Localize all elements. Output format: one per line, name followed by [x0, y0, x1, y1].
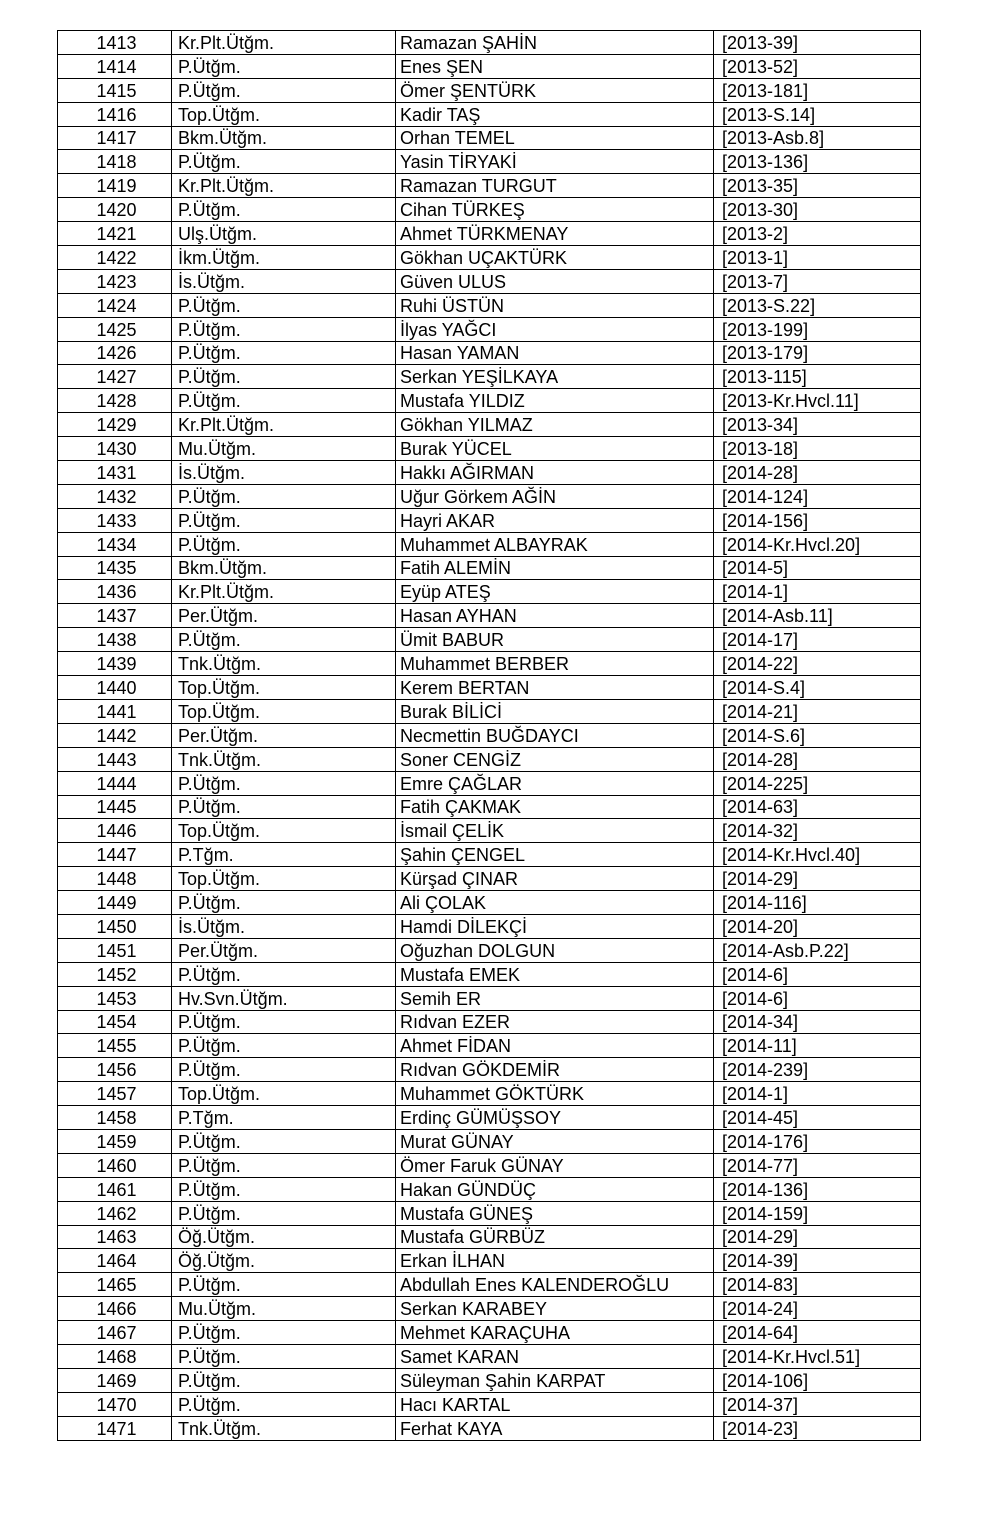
row-number: 1445 — [58, 795, 172, 819]
table-row — [58, 628, 921, 652]
name-cell: Abdullah Enes KALENDEROĞLU — [396, 1273, 714, 1297]
table-row — [58, 126, 921, 150]
name-cell: Enes ŞEN — [396, 54, 714, 78]
table-row — [58, 102, 921, 126]
table-row — [58, 1321, 921, 1345]
reference-cell: [2014-28] — [714, 747, 921, 771]
table-row — [58, 1344, 921, 1368]
reference-cell: [2014-21] — [714, 699, 921, 723]
name-cell: Necmettin BUĞDAYCI — [396, 723, 714, 747]
name-cell: Kürşad ÇINAR — [396, 867, 714, 891]
rank-cell: P.Ütğm. — [172, 962, 396, 986]
rank-cell: P.Ütğm. — [172, 341, 396, 365]
table-row — [58, 676, 921, 700]
rank-cell: P.Ütğm. — [172, 795, 396, 819]
rank-cell: Mu.Ütğm. — [172, 437, 396, 461]
reference-cell: [2014-64] — [714, 1321, 921, 1345]
row-number: 1450 — [58, 914, 172, 938]
rank-cell: P.Ütğm. — [172, 1344, 396, 1368]
row-number: 1418 — [58, 150, 172, 174]
row-number: 1444 — [58, 771, 172, 795]
reference-cell: [2014-S.4] — [714, 676, 921, 700]
table-row — [58, 174, 921, 198]
table-row — [58, 1368, 921, 1392]
table-row — [58, 914, 921, 938]
rank-cell: Kr.Plt.Ütğm. — [172, 31, 396, 55]
table-body — [58, 31, 921, 1441]
rank-cell: Kr.Plt.Ütğm. — [172, 413, 396, 437]
reference-cell: [2013-35] — [714, 174, 921, 198]
table-row — [58, 938, 921, 962]
name-cell: Muhammet BERBER — [396, 652, 714, 676]
rank-cell: P.Ütğm. — [172, 1177, 396, 1201]
name-cell: Şahin ÇENGEL — [396, 843, 714, 867]
table-row — [58, 986, 921, 1010]
reference-cell: [2013-34] — [714, 413, 921, 437]
row-number: 1451 — [58, 938, 172, 962]
reference-cell: [2013-179] — [714, 341, 921, 365]
reference-cell: [2014-1] — [714, 1082, 921, 1106]
table-row — [58, 843, 921, 867]
rank-cell: Top.Ütğm. — [172, 1082, 396, 1106]
name-cell: Rıdvan GÖKDEMİR — [396, 1058, 714, 1082]
reference-cell: [2013-39] — [714, 31, 921, 55]
table-row — [58, 1153, 921, 1177]
reference-cell: [2013-52] — [714, 54, 921, 78]
rank-cell: Top.Ütğm. — [172, 867, 396, 891]
reference-cell: [2014-29] — [714, 867, 921, 891]
table-row — [58, 269, 921, 293]
reference-cell: [2014-124] — [714, 484, 921, 508]
row-number: 1415 — [58, 78, 172, 102]
name-cell: Ahmet FİDAN — [396, 1034, 714, 1058]
reference-cell: [2013-7] — [714, 269, 921, 293]
rank-cell: P.Tğm. — [172, 843, 396, 867]
row-number: 1424 — [58, 293, 172, 317]
table-row — [58, 1297, 921, 1321]
table-row — [58, 198, 921, 222]
row-number: 1458 — [58, 1106, 172, 1130]
reference-cell: [2013-199] — [714, 317, 921, 341]
name-cell: Muhammet ALBAYRAK — [396, 532, 714, 556]
name-cell: Hasan AYHAN — [396, 604, 714, 628]
name-cell: Oğuzhan DOLGUN — [396, 938, 714, 962]
rank-cell: Tnk.Ütğm. — [172, 747, 396, 771]
table-row — [58, 341, 921, 365]
table-row — [58, 1106, 921, 1130]
row-number: 1456 — [58, 1058, 172, 1082]
reference-cell: [2014-32] — [714, 819, 921, 843]
table-row — [58, 389, 921, 413]
name-cell: Cihan TÜRKEŞ — [396, 198, 714, 222]
rank-cell: Per.Ütğm. — [172, 604, 396, 628]
rank-cell: Tnk.Ütğm. — [172, 1416, 396, 1440]
row-number: 1427 — [58, 365, 172, 389]
reference-cell: [2014-176] — [714, 1129, 921, 1153]
name-cell: Ferhat KAYA — [396, 1416, 714, 1440]
name-cell: Ümit BABUR — [396, 628, 714, 652]
reference-cell: [2014-34] — [714, 1010, 921, 1034]
table-row — [58, 1273, 921, 1297]
rank-cell: P.Ütğm. — [172, 150, 396, 174]
row-number: 1449 — [58, 891, 172, 915]
row-number: 1428 — [58, 389, 172, 413]
name-cell: Ruhi ÜSTÜN — [396, 293, 714, 317]
row-number: 1448 — [58, 867, 172, 891]
row-number: 1438 — [58, 628, 172, 652]
reference-cell: [2013-Kr.Hvcl.11] — [714, 389, 921, 413]
table-row — [58, 1177, 921, 1201]
row-number: 1419 — [58, 174, 172, 198]
table-row — [58, 771, 921, 795]
rank-cell: P.Ütğm. — [172, 1368, 396, 1392]
reference-cell: [2013-2] — [714, 222, 921, 246]
name-cell: Orhan TEMEL — [396, 126, 714, 150]
table-row — [58, 1034, 921, 1058]
rank-cell: P.Ütğm. — [172, 1129, 396, 1153]
table-row — [58, 1392, 921, 1416]
row-number: 1465 — [58, 1273, 172, 1297]
row-number: 1443 — [58, 747, 172, 771]
row-number: 1433 — [58, 508, 172, 532]
table-row — [58, 962, 921, 986]
rank-cell: Top.Ütğm. — [172, 819, 396, 843]
row-number: 1463 — [58, 1225, 172, 1249]
name-cell: İlyas YAĞCI — [396, 317, 714, 341]
reference-cell: [2014-63] — [714, 795, 921, 819]
rank-cell: P.Ütğm. — [172, 317, 396, 341]
rank-cell: P.Ütğm. — [172, 1153, 396, 1177]
table-row — [58, 293, 921, 317]
name-cell: Erkan İLHAN — [396, 1249, 714, 1273]
rank-cell: Tnk.Ütğm. — [172, 652, 396, 676]
table-row — [58, 437, 921, 461]
table-row — [58, 795, 921, 819]
name-cell: İsmail ÇELİK — [396, 819, 714, 843]
table-row — [58, 78, 921, 102]
reference-cell: [2014-Kr.Hvcl.51] — [714, 1344, 921, 1368]
rank-cell: P.Ütğm. — [172, 293, 396, 317]
row-number: 1417 — [58, 126, 172, 150]
rank-cell: P.Ütğm. — [172, 628, 396, 652]
reference-cell: [2014-45] — [714, 1106, 921, 1130]
table-row — [58, 1058, 921, 1082]
name-cell: Hakkı AĞIRMAN — [396, 461, 714, 485]
row-number: 1439 — [58, 652, 172, 676]
row-number: 1423 — [58, 269, 172, 293]
table-row — [58, 699, 921, 723]
rank-cell: P.Ütğm. — [172, 389, 396, 413]
reference-cell: [2014-1] — [714, 580, 921, 604]
reference-cell: [2013-115] — [714, 365, 921, 389]
reference-cell: [2013-S.22] — [714, 293, 921, 317]
name-cell: Ömer Faruk GÜNAY — [396, 1153, 714, 1177]
table-row — [58, 1225, 921, 1249]
row-number: 1437 — [58, 604, 172, 628]
table-row — [58, 723, 921, 747]
name-cell: Hacı KARTAL — [396, 1392, 714, 1416]
table-row — [58, 1249, 921, 1273]
row-number: 1447 — [58, 843, 172, 867]
row-number: 1455 — [58, 1034, 172, 1058]
name-cell: Mustafa GÜRBÜZ — [396, 1225, 714, 1249]
row-number: 1435 — [58, 556, 172, 580]
reference-cell: [2014-Asb.11] — [714, 604, 921, 628]
rank-cell: P.Ütğm. — [172, 1058, 396, 1082]
rank-cell: P.Ütğm. — [172, 891, 396, 915]
rank-cell: Kr.Plt.Ütğm. — [172, 174, 396, 198]
rank-cell: Mu.Ütğm. — [172, 1297, 396, 1321]
table-row — [58, 652, 921, 676]
rank-cell: P.Ütğm. — [172, 484, 396, 508]
table-row — [58, 508, 921, 532]
reference-cell: [2014-239] — [714, 1058, 921, 1082]
name-cell: Yasin TİRYAKİ — [396, 150, 714, 174]
reference-cell: [2014-Asb.P.22] — [714, 938, 921, 962]
name-cell: Mustafa GÜNEŞ — [396, 1201, 714, 1225]
name-cell: Erdinç GÜMÜŞSOY — [396, 1106, 714, 1130]
reference-cell: [2013-181] — [714, 78, 921, 102]
name-cell: Serkan YEŞİLKAYA — [396, 365, 714, 389]
rank-cell: İkm.Ütğm. — [172, 246, 396, 270]
name-cell: Ali ÇOLAK — [396, 891, 714, 915]
row-number: 1430 — [58, 437, 172, 461]
reference-cell: [2014-159] — [714, 1201, 921, 1225]
table-row — [58, 1010, 921, 1034]
rank-cell: P.Ütğm. — [172, 1273, 396, 1297]
name-cell: Ramazan TURGUT — [396, 174, 714, 198]
table-row — [58, 484, 921, 508]
table-row — [58, 1129, 921, 1153]
row-number: 1431 — [58, 461, 172, 485]
rank-cell: Per.Ütğm. — [172, 938, 396, 962]
name-cell: Ahmet TÜRKMENAY — [396, 222, 714, 246]
row-number: 1460 — [58, 1153, 172, 1177]
rank-cell: P.Ütğm. — [172, 508, 396, 532]
row-number: 1413 — [58, 31, 172, 55]
row-number: 1414 — [58, 54, 172, 78]
table-row — [58, 317, 921, 341]
rank-cell: P.Ütğm. — [172, 198, 396, 222]
table-row — [58, 222, 921, 246]
row-number: 1470 — [58, 1392, 172, 1416]
table-row — [58, 1201, 921, 1225]
personnel-table — [57, 30, 921, 1441]
table-row — [58, 365, 921, 389]
name-cell: Fatih ALEMİN — [396, 556, 714, 580]
name-cell: Fatih ÇAKMAK — [396, 795, 714, 819]
name-cell: Süleyman Şahin KARPAT — [396, 1368, 714, 1392]
rank-cell: P.Ütğm. — [172, 54, 396, 78]
row-number: 1454 — [58, 1010, 172, 1034]
table-row — [58, 867, 921, 891]
name-cell: Emre ÇAĞLAR — [396, 771, 714, 795]
row-number: 1434 — [58, 532, 172, 556]
reference-cell: [2013-Asb.8] — [714, 126, 921, 150]
row-number: 1464 — [58, 1249, 172, 1273]
rank-cell: Ulş.Ütğm. — [172, 222, 396, 246]
rank-cell: P.Ütğm. — [172, 1321, 396, 1345]
row-number: 1421 — [58, 222, 172, 246]
row-number: 1425 — [58, 317, 172, 341]
name-cell: Hasan YAMAN — [396, 341, 714, 365]
name-cell: Gökhan UÇAKTÜRK — [396, 246, 714, 270]
rank-cell: Bkm.Ütğm. — [172, 126, 396, 150]
name-cell: Ömer ŞENTÜRK — [396, 78, 714, 102]
row-number: 1436 — [58, 580, 172, 604]
table-row — [58, 1416, 921, 1440]
name-cell: Mustafa YILDIZ — [396, 389, 714, 413]
rank-cell: Öğ.Ütğm. — [172, 1225, 396, 1249]
reference-cell: [2014-29] — [714, 1225, 921, 1249]
name-cell: Uğur Görkem AĞİN — [396, 484, 714, 508]
row-number: 1426 — [58, 341, 172, 365]
name-cell: Eyüp ATEŞ — [396, 580, 714, 604]
rank-cell: Hv.Svn.Ütğm. — [172, 986, 396, 1010]
reference-cell: [2014-Kr.Hvcl.40] — [714, 843, 921, 867]
reference-cell: [2014-28] — [714, 461, 921, 485]
table-row — [58, 580, 921, 604]
row-number: 1469 — [58, 1368, 172, 1392]
table-row — [58, 461, 921, 485]
name-cell: Serkan KARABEY — [396, 1297, 714, 1321]
rank-cell: İs.Ütğm. — [172, 461, 396, 485]
row-number: 1466 — [58, 1297, 172, 1321]
name-cell: Güven ULUS — [396, 269, 714, 293]
table-row — [58, 604, 921, 628]
reference-cell: [2014-17] — [714, 628, 921, 652]
reference-cell: [2014-116] — [714, 891, 921, 915]
row-number: 1452 — [58, 962, 172, 986]
name-cell: Mehmet KARAÇUHA — [396, 1321, 714, 1345]
name-cell: Kadir TAŞ — [396, 102, 714, 126]
rank-cell: Per.Ütğm. — [172, 723, 396, 747]
row-number: 1462 — [58, 1201, 172, 1225]
rank-cell: Bkm.Ütğm. — [172, 556, 396, 580]
table-row — [58, 54, 921, 78]
row-number: 1432 — [58, 484, 172, 508]
rank-cell: Top.Ütğm. — [172, 699, 396, 723]
row-number: 1442 — [58, 723, 172, 747]
reference-cell: [2014-6] — [714, 986, 921, 1010]
reference-cell: [2013-S.14] — [714, 102, 921, 126]
row-number: 1420 — [58, 198, 172, 222]
table-row — [58, 556, 921, 580]
reference-cell: [2014-225] — [714, 771, 921, 795]
name-cell: Soner CENGİZ — [396, 747, 714, 771]
rank-cell: Kr.Plt.Ütğm. — [172, 580, 396, 604]
table-row — [58, 31, 921, 55]
row-number: 1467 — [58, 1321, 172, 1345]
name-cell: Rıdvan EZER — [396, 1010, 714, 1034]
name-cell: Murat GÜNAY — [396, 1129, 714, 1153]
table-row — [58, 150, 921, 174]
row-number: 1468 — [58, 1344, 172, 1368]
name-cell: Ramazan ŞAHİN — [396, 31, 714, 55]
rank-cell: P.Ütğm. — [172, 78, 396, 102]
name-cell: Burak BİLİCİ — [396, 699, 714, 723]
name-cell: Hamdi DİLEKÇİ — [396, 914, 714, 938]
table-row — [58, 819, 921, 843]
reference-cell: [2014-37] — [714, 1392, 921, 1416]
row-number: 1457 — [58, 1082, 172, 1106]
name-cell: Hayri AKAR — [396, 508, 714, 532]
table-row — [58, 747, 921, 771]
name-cell: Semih ER — [396, 986, 714, 1010]
reference-cell: [2013-18] — [714, 437, 921, 461]
name-cell: Hakan GÜNDÜÇ — [396, 1177, 714, 1201]
reference-cell: [2014-S.6] — [714, 723, 921, 747]
reference-cell: [2013-136] — [714, 150, 921, 174]
row-number: 1471 — [58, 1416, 172, 1440]
rank-cell: P.Tğm. — [172, 1106, 396, 1130]
reference-cell: [2014-39] — [714, 1249, 921, 1273]
reference-cell: [2013-30] — [714, 198, 921, 222]
rank-cell: P.Ütğm. — [172, 1034, 396, 1058]
rank-cell: Top.Ütğm. — [172, 102, 396, 126]
rank-cell: Top.Ütğm. — [172, 676, 396, 700]
reference-cell: [2014-156] — [714, 508, 921, 532]
table-row — [58, 891, 921, 915]
name-cell: Muhammet GÖKTÜRK — [396, 1082, 714, 1106]
reference-cell: [2014-20] — [714, 914, 921, 938]
table-row — [58, 1082, 921, 1106]
name-cell: Gökhan YILMAZ — [396, 413, 714, 437]
reference-cell: [2014-106] — [714, 1368, 921, 1392]
row-number: 1416 — [58, 102, 172, 126]
reference-cell: [2014-23] — [714, 1416, 921, 1440]
reference-cell: [2014-77] — [714, 1153, 921, 1177]
reference-cell: [2014-22] — [714, 652, 921, 676]
name-cell: Mustafa EMEK — [396, 962, 714, 986]
rank-cell: P.Ütğm. — [172, 365, 396, 389]
rank-cell: P.Ütğm. — [172, 532, 396, 556]
reference-cell: [2014-6] — [714, 962, 921, 986]
rank-cell: P.Ütğm. — [172, 1201, 396, 1225]
row-number: 1429 — [58, 413, 172, 437]
row-number: 1440 — [58, 676, 172, 700]
table-row — [58, 532, 921, 556]
reference-cell: [2013-1] — [714, 246, 921, 270]
name-cell: Kerem BERTAN — [396, 676, 714, 700]
rank-cell: İs.Ütğm. — [172, 269, 396, 293]
table-row — [58, 246, 921, 270]
rank-cell: P.Ütğm. — [172, 1392, 396, 1416]
rank-cell: P.Ütğm. — [172, 771, 396, 795]
row-number: 1422 — [58, 246, 172, 270]
rank-cell: P.Ütğm. — [172, 1010, 396, 1034]
name-cell: Samet KARAN — [396, 1344, 714, 1368]
table-row — [58, 413, 921, 437]
name-cell: Burak YÜCEL — [396, 437, 714, 461]
row-number: 1441 — [58, 699, 172, 723]
rank-cell: Öğ.Ütğm. — [172, 1249, 396, 1273]
row-number: 1461 — [58, 1177, 172, 1201]
reference-cell: [2014-83] — [714, 1273, 921, 1297]
row-number: 1459 — [58, 1129, 172, 1153]
reference-cell: [2014-5] — [714, 556, 921, 580]
reference-cell: [2014-11] — [714, 1034, 921, 1058]
reference-cell: [2014-136] — [714, 1177, 921, 1201]
reference-cell: [2014-24] — [714, 1297, 921, 1321]
row-number: 1453 — [58, 986, 172, 1010]
row-number: 1446 — [58, 819, 172, 843]
reference-cell: [2014-Kr.Hvcl.20] — [714, 532, 921, 556]
rank-cell: İs.Ütğm. — [172, 914, 396, 938]
